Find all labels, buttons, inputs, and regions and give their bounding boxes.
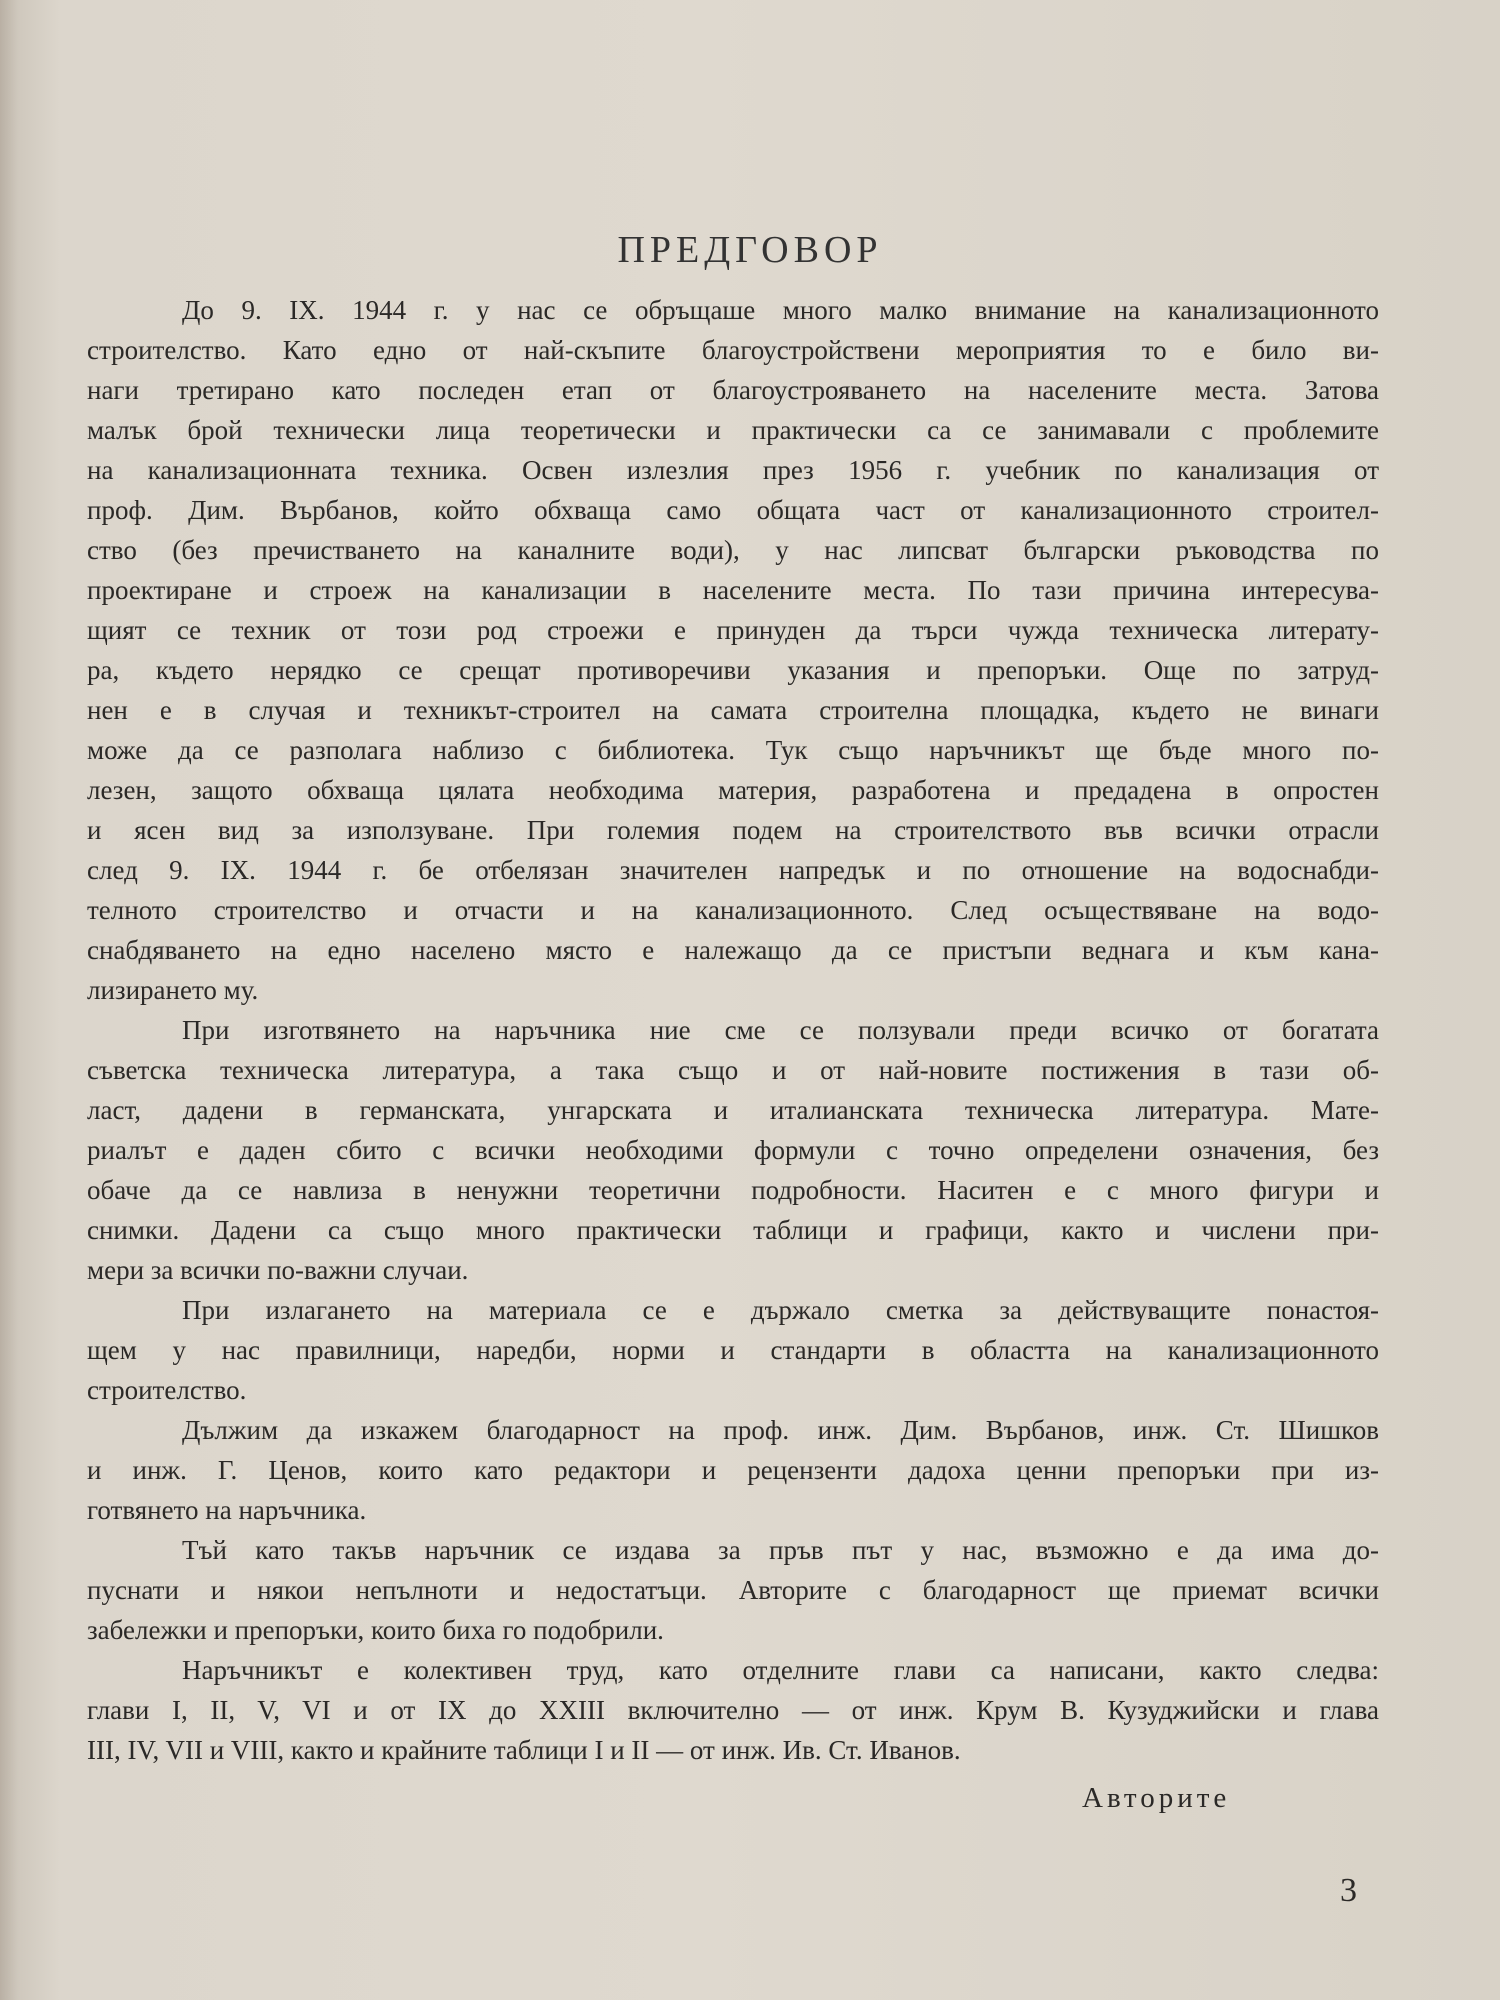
text-line: III, IV, VII и VIII, както и крайните таблици I и II — от инж. Ив. Ст. Иванов. — [87, 1735, 961, 1765]
text-line: ство (без пречистването на каналните води), у нас липсват български ръководства по — [87, 535, 1379, 565]
page-title: ПРЕДГОВОР — [617, 229, 883, 271]
paragraph — [87, 1650, 1379, 1770]
text-line: малък брой технически лица теоретически и практически са се занимавали с проблемите — [87, 415, 1379, 445]
text-line: готвянето на наръчника. — [87, 1495, 367, 1525]
text-line: Дължим да изкажем благодарност на проф. инж. Дим. Върбанов, инж. Ст. Шишков — [182, 1415, 1379, 1445]
text-line: на канализационната техника. Освен излезлия през 1956 г. учебник по канализация от — [87, 455, 1379, 485]
text-line: след 9. IX. 1944 г. бе отбелязан значителен напредък и по отношение на водоснабди- — [87, 855, 1379, 885]
text-line: лезен, защото обхваща цялата необходима материя, разработена и предадена в опростен — [87, 775, 1379, 805]
text-line: риалът е даден сбито с всички необходими формули с точно определени означения, без — [87, 1135, 1379, 1165]
text-line: нен е в случая и техникът-строител на самата строителна площадка, където не винаги — [87, 695, 1379, 725]
text-line: съветска техническа литература, а така също и от най-новите постижения в тази об- — [87, 1055, 1379, 1085]
text-line: Тъй като такъв наръчник се издава за пръв път у нас, възможно е да има до- — [182, 1535, 1379, 1565]
text-line: снабдяването на едно населено място е належащо да се пристъпи веднага и към кана- — [87, 935, 1379, 965]
text-line: ра, където нерядко се срещат противоречиви указания и препоръки. Още по затруд- — [87, 655, 1379, 685]
text-line: забележки и препоръки, които биха го подобрили. — [87, 1615, 664, 1645]
text-line: При излагането на материала се е държало сметка за действуващите понастоя- — [182, 1295, 1379, 1325]
text-line: телното строителство и отчасти и на канализационното. След осъществяване на водо- — [87, 895, 1379, 925]
text-line: щият се техник от този род строежи е принуден да търси чужда техническа литерату- — [87, 615, 1379, 645]
text-line: пуснати и някои непълноти и недостатъци. Авторите с благодарност ще приемат всички — [87, 1575, 1379, 1605]
text-line: строителство. Като едно от най-скъпите благоустройствени мероприятия то е било ви- — [87, 335, 1379, 365]
paragraph — [87, 1010, 1379, 1290]
text-line: проф. Дим. Върбанов, който обхваща само общата част от канализационното строител- — [87, 495, 1379, 525]
text-line: снимки. Дадени са също много практически таблици и графици, както и числени при- — [87, 1215, 1379, 1245]
text-line: мери за всички по-важни случаи. — [87, 1255, 469, 1285]
text-line: обаче да се навлиза в ненужни теоретични подробности. Наситен е с много фигури и — [87, 1175, 1379, 1205]
paragraph — [87, 1530, 1379, 1650]
text-line: проектиране и строеж на канализации в населените места. По тази причина интересува- — [87, 575, 1379, 605]
paragraph — [87, 290, 1379, 1010]
paragraph — [87, 1410, 1379, 1530]
text-line: строителство. — [87, 1375, 247, 1405]
text-line: Наръчникът е колективен труд, като отделните глави са написани, както следва: — [182, 1655, 1379, 1685]
text-line: лизирането му. — [87, 975, 259, 1005]
text-line: глави I, II, V, VI и от IX до XXIII включително — от инж. Крум В. Кузуджийски и глава — [87, 1695, 1379, 1725]
text-line: и инж. Г. Ценов, които като редактори и рецензенти дадоха ценни препоръки при из- — [87, 1455, 1379, 1485]
preface-body — [87, 290, 1379, 1770]
text-line: При изготвянето на наръчника ние сме се ползували преди всичко от богатата — [182, 1015, 1379, 1045]
text-line: До 9. IX. 1944 г. у нас се обръщаше много малко внимание на канализационното — [182, 295, 1379, 325]
text-line: наги третирано като последен етап от благоустрояването на населените места. Затова — [87, 375, 1379, 405]
signature: Авторите — [1082, 1782, 1231, 1814]
text-line: и ясен вид за използуване. При големия подем на строителството във всички отрасли — [87, 815, 1379, 845]
text-line: може да се разполага наблизо с библиотека. Тук също наръчникът ще бъде много по- — [87, 735, 1379, 765]
paragraph — [87, 1290, 1379, 1410]
text-line: ласт, дадени в германската, унгарската и италианската техническа литература. Мате- — [87, 1095, 1379, 1125]
text-line: щем у нас правилници, наредби, норми и стандарти в областта на канализационното — [87, 1335, 1379, 1365]
page-number: 3 — [1340, 1872, 1357, 1909]
